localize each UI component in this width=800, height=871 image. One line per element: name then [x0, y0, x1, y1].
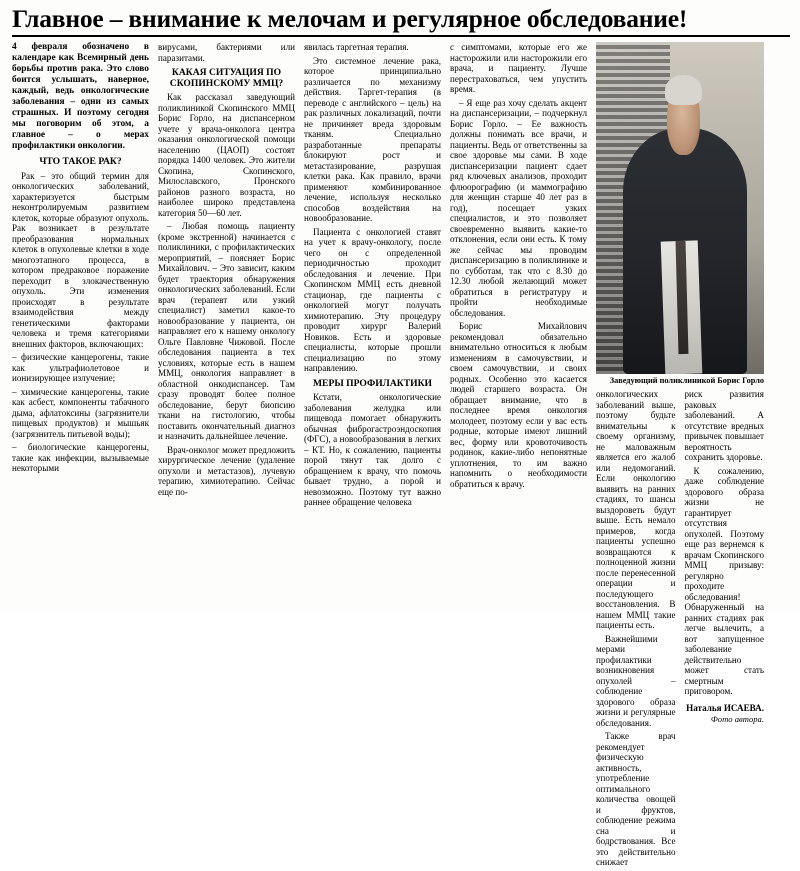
paragraph: Важнейшими мерами профилактики возникновения опухолей – соблюдение здорового образа жизни и регулярные обследования.	[596, 633, 676, 728]
paragraph: Как рассказал заведующий поликлиникой Скопинского ММЦ Борис Горло, на диспансерном учете у врача-онколога центра оказания онкологической помощи населению (ЦАОП) состоят порядка 1400 человек. Это жители Скопина, Скопинского, Милославского, Пронского районов разного возраста, но наиболее широко представлена категория 50—60 лет.	[158, 92, 295, 218]
paragraph: Кстати, онкологические заболевания желудка или пищевода помогает обнаружить обычная фиброгастроэндоскопия (ФГС), а новообразования в легких – КТ. Но, к сожалению, пациенты порой тянут так долго с обращением к врачу, что помочь бывает трудно, а порой и невозможно. Поэтому тут важно раннее обращение человека	[304, 392, 441, 508]
paragraph: К сожалению, даже соблюдение здорового образа жизни не гарантирует отсутствия опухолей. Поэтому еще раз вернемся к врачам Скопинского ММЦ призыву: регулярно проходите обследования! Обнаруженный на ранних стадиях рак легче вылечить, а вот запущенное заболевание действительно может стать смертным приговором.	[684, 465, 764, 697]
column-5-subcolumns	[596, 389, 764, 871]
article-columns	[12, 42, 790, 871]
paragraph: Пациента с онкологией ставят на учет к врачу-онкологу, после чего он с определенной периодичностью проходит обследования и лечение. При Скопинском ММЦ есть дневной стационар, где пациенты с онкологией могут получать химиотерапию. Эту процедуру проводит хирург Валерий Новиков. Есть и здоровые специалисты, которые прошли специализацию по этому направлению.	[304, 226, 441, 373]
column-3	[304, 42, 441, 511]
paragraph: Рак – это общий термин для онкологических заболеваний, характеризуется быстрым неконтролируемым развитием клеток, которые образуют опухоль. Рак возникает в результате преобразования нормальных клеток в опухолевые клетки в ходе многоэтапного процесса, в котором предраковое поражение переходит в злокачественную опухоль. Эти изменения происходят в результате взаимодействия между генетическими факторами человека и тремя категориями внешних факторов, включающих:	[12, 170, 149, 349]
page-headline: Главное – внимание к мелочам и регулярное обследование!	[12, 4, 688, 33]
paragraph: явилась таргетная терапия.	[304, 42, 409, 52]
column-5a	[596, 389, 676, 871]
paragraph: риск развития раковых заболеваний. А отсутствие вредных привычек повышает вероятность сохранить здоровье.	[684, 389, 764, 463]
paragraph: Борис Михайлович рекомендовал обязательно внимательно относиться к любым изменениям в самочувствии, и своем самочувствии, и своих родных. Особенно это касается людей старшего возраста. Он обращает внимание, что в последнее время онкология молодеет, поэтому если у вас есть родные, которые имеют лишний вес, форму или кровоточивость родинок, какие-либо непонятные уплотнения, то им важно напомнить о необходимости обратиться к врачу.	[450, 321, 587, 489]
paragraph: с симптомами, которые его же насторожили или насторожили его врача, и пациенту. Лучше перестраховаться, чем упустить время.	[450, 42, 587, 94]
subheading-what-is-cancer: ЧТО ТАКОЕ РАК?	[39, 156, 122, 167]
paragraph: – Любая помощь пациенту (кроме экстренной) начинается с поликлиники, с профилактических мероприятий, – поясняет Борис Михайлович. – Это зависит, каким будет траектория обнаружения онкологических заболеваний. Если врач (терапевт или узкий специалист) заметил какое-то новообразование у пациента, он направляет его к нашему онкологу Ольге Павловне Чижовой. После обследования пациента в тех условиях, которые есть в нашем ММЦ, онкология направляет в областной онкодиспансер. Там сразу проводят более полное обследование, берут биопсию ткани на гистологию, чтобы поставить окончательный диагноз и назначить дальнейшее лечение.	[158, 221, 295, 442]
paragraph: вирусами, бактериями или паразитами.	[158, 42, 295, 63]
author-credit: Фото автора.	[710, 713, 764, 724]
headline-divider	[12, 35, 790, 37]
paragraph: Врач-онколог может предложить хирургическое лечение (удаление опухоли и метастазов), лучевую терапию, химиотерапию. Сейчас еще по-	[158, 444, 295, 497]
paragraph: Также врач рекомендует физическую активность, употребление оптимального количества овощей и фруктов, соблюдение режима сна и бодрствования. Все это действительно снижает	[596, 731, 676, 868]
photo-image	[596, 42, 764, 374]
column-2	[158, 42, 295, 500]
article-lead: 4 февраля обозначено в календаре как Всемирный день борьбы против рака. Это слово боится услышать, наверное, каждый, ведь онкологические заболевания – одни из самых страшных. И поэтому сегодня мы поговорим об этом, а главное – о мерах профилактики онкологии.	[12, 42, 149, 151]
subheading-situation: КАКАЯ СИТУАЦИЯ ПО СКОПИНСКОМУ ММЦ?	[169, 67, 284, 89]
column-5b	[685, 389, 765, 871]
column-4	[450, 42, 587, 492]
paragraph: онкологических заболеваний выше, поэтому будьте внимательны к своему организму, не маловажным является его жалоб или недомоганий. Если онкологию выявить на ранних стадиях, то шансы выздороветь будут выше. Есть немало примеров, когда пациенты успешно возвращаются к полноценной жизни после перенесенной операции и последующего восстановления. В нашем ММЦ такие пациенты есть.	[596, 389, 676, 631]
article-signature	[685, 703, 765, 724]
paragraph: Это системное лечение рака, которое принципиально различается по механизму действия. Таргет-терапия (в переводе с английского – цель) на рак различных локализаций, почти не причиняет вреда здоровым тканям. Специально разработанные препараты блокируют рост и метастазирование, разрушая клетки рака. Как правило, врачи применяют комбинированное лечение, используя несколько способов воздействия на новообразование.	[304, 55, 441, 223]
paragraph: – биологические канцерогены, такие как инфекции, вызываемые некоторыми	[12, 442, 149, 474]
doctor-photo	[596, 42, 764, 374]
photo-hair	[665, 75, 702, 105]
paragraph: – Я еще раз хочу сделать акцент на диспансеризации, – подчеркнул Борис Горло. – Ее важность должны понимать все врачи, и пациенты. Ведь от ответственны за свое здоровье мы сами. В ходе диспансеризации пациент сдает ряд ключевых анализов, проходит флюорографию (и маммографию для женщин старше 40 лет раз в год), посещает узких специалистов, и это позволяет своевременно выявить какие-то отклонения, если они есть. К тому же сейчас мы проводим диспансеризацию в поликлинике и по субботам, так что с 8.30 до 12.30 любой желающий может обратиться в регистратуру и пройти необходимые обследования.	[450, 97, 587, 318]
author-name: Наталья ИСАЕВА.	[686, 702, 764, 713]
column-1	[12, 42, 149, 477]
photo-caption: Заведующий поликлиникой Борис Горло	[609, 376, 764, 385]
subheading-prevention: МЕРЫ ПРОФИЛАКТИКИ	[313, 377, 432, 389]
column-5	[596, 42, 764, 871]
paragraph: – химические канцерогены, такие как асбест, компоненты табачного дыма, афлатоксины (загрязнители пищевых продуктов) и мышьяк (загрязнитель питьевой воды);	[12, 386, 149, 439]
paragraph: – физические канцерогены, такие как ультрафиолетовое и ионизирующее излучение;	[12, 352, 149, 384]
